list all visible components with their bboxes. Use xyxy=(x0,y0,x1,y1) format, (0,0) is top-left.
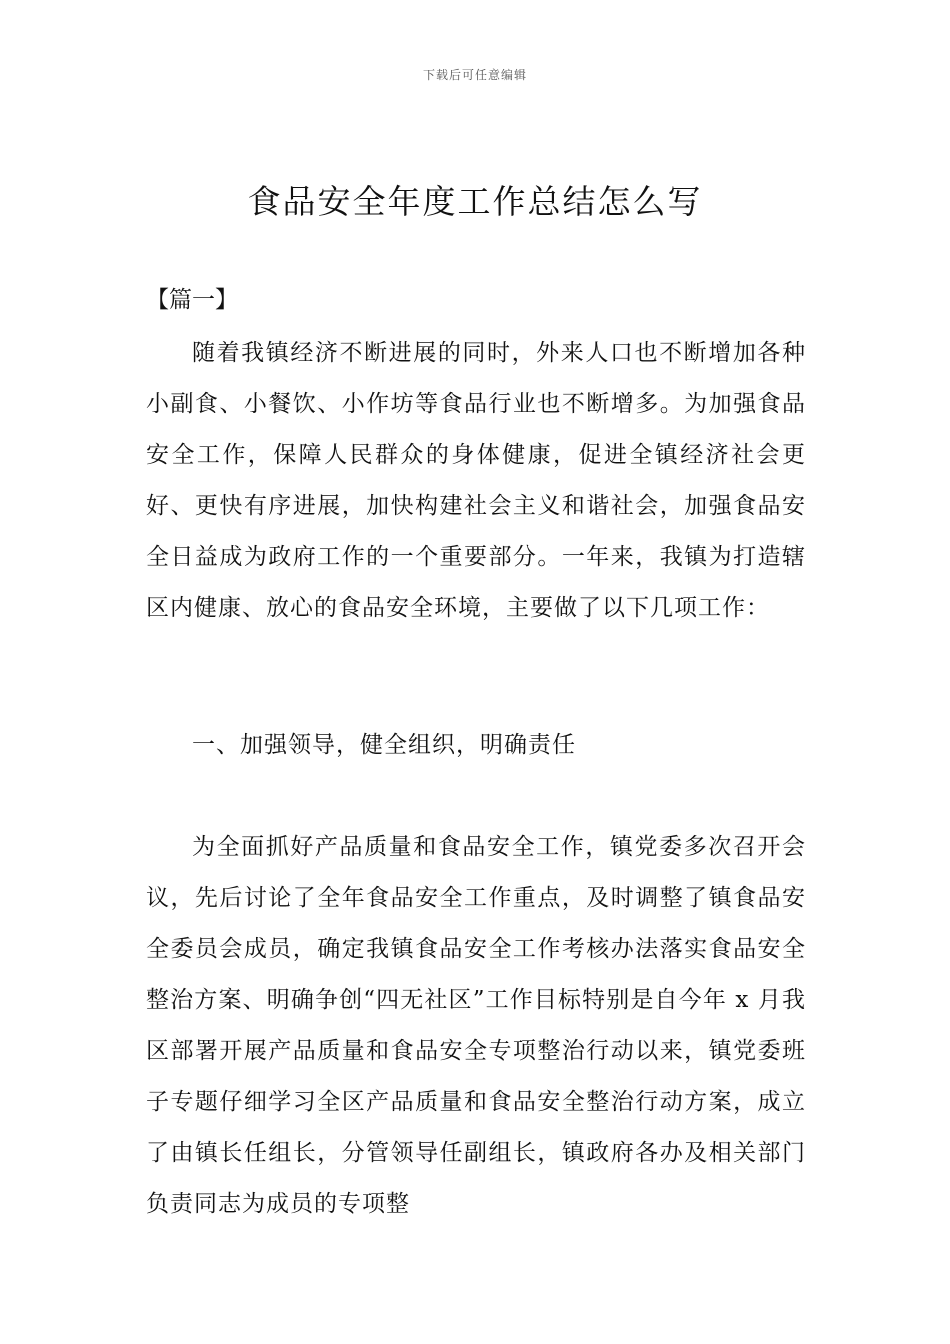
body-paragraph-1: 随着我镇经济不断进展的同时，外来人口也不断增加各种小副食、小餐饮、小作坊等食品行业也不断增多。为加强食品安全工作，保障人民群众的身体健康，促进全镇经济社会更好、更快有序进展，加快构建社会主义和谐社会，加强食品安全日益成为政府工作的一个重要部分。一年来，我镇为打造辖区内健康、放心的食品安全环境，主要做了以下几项工作： xyxy=(146,340,806,621)
body-paragraph-2: 为全面抓好产品质量和食品安全工作，镇党委多次召开会议，先后讨论了全年食品安全工作重点，及时调整了镇食品安全委员会成员，确定我镇食品安全工作考核办法落实食品安全整治方案、明确争创“四无社区”工作目标特别是自今年 x 月我区部署开展产品质量和食品安全专项整治行动以来，镇党委班子专题仔细学习全区产品质量和食品安全整治行动方案，成立了由镇长任组长，分管领导任副组长，镇政府各办及相关部门负责同志为成员的专项整 xyxy=(146,834,806,1217)
document-title: 食品安全年度工作总结怎么写 xyxy=(247,182,703,221)
page-header-note: 下载后可任意编辑 xyxy=(422,68,527,82)
section-heading-1: 一、加强领导，健全组织，明确责任 xyxy=(192,732,576,758)
section-label: 【篇一】 xyxy=(146,287,238,313)
